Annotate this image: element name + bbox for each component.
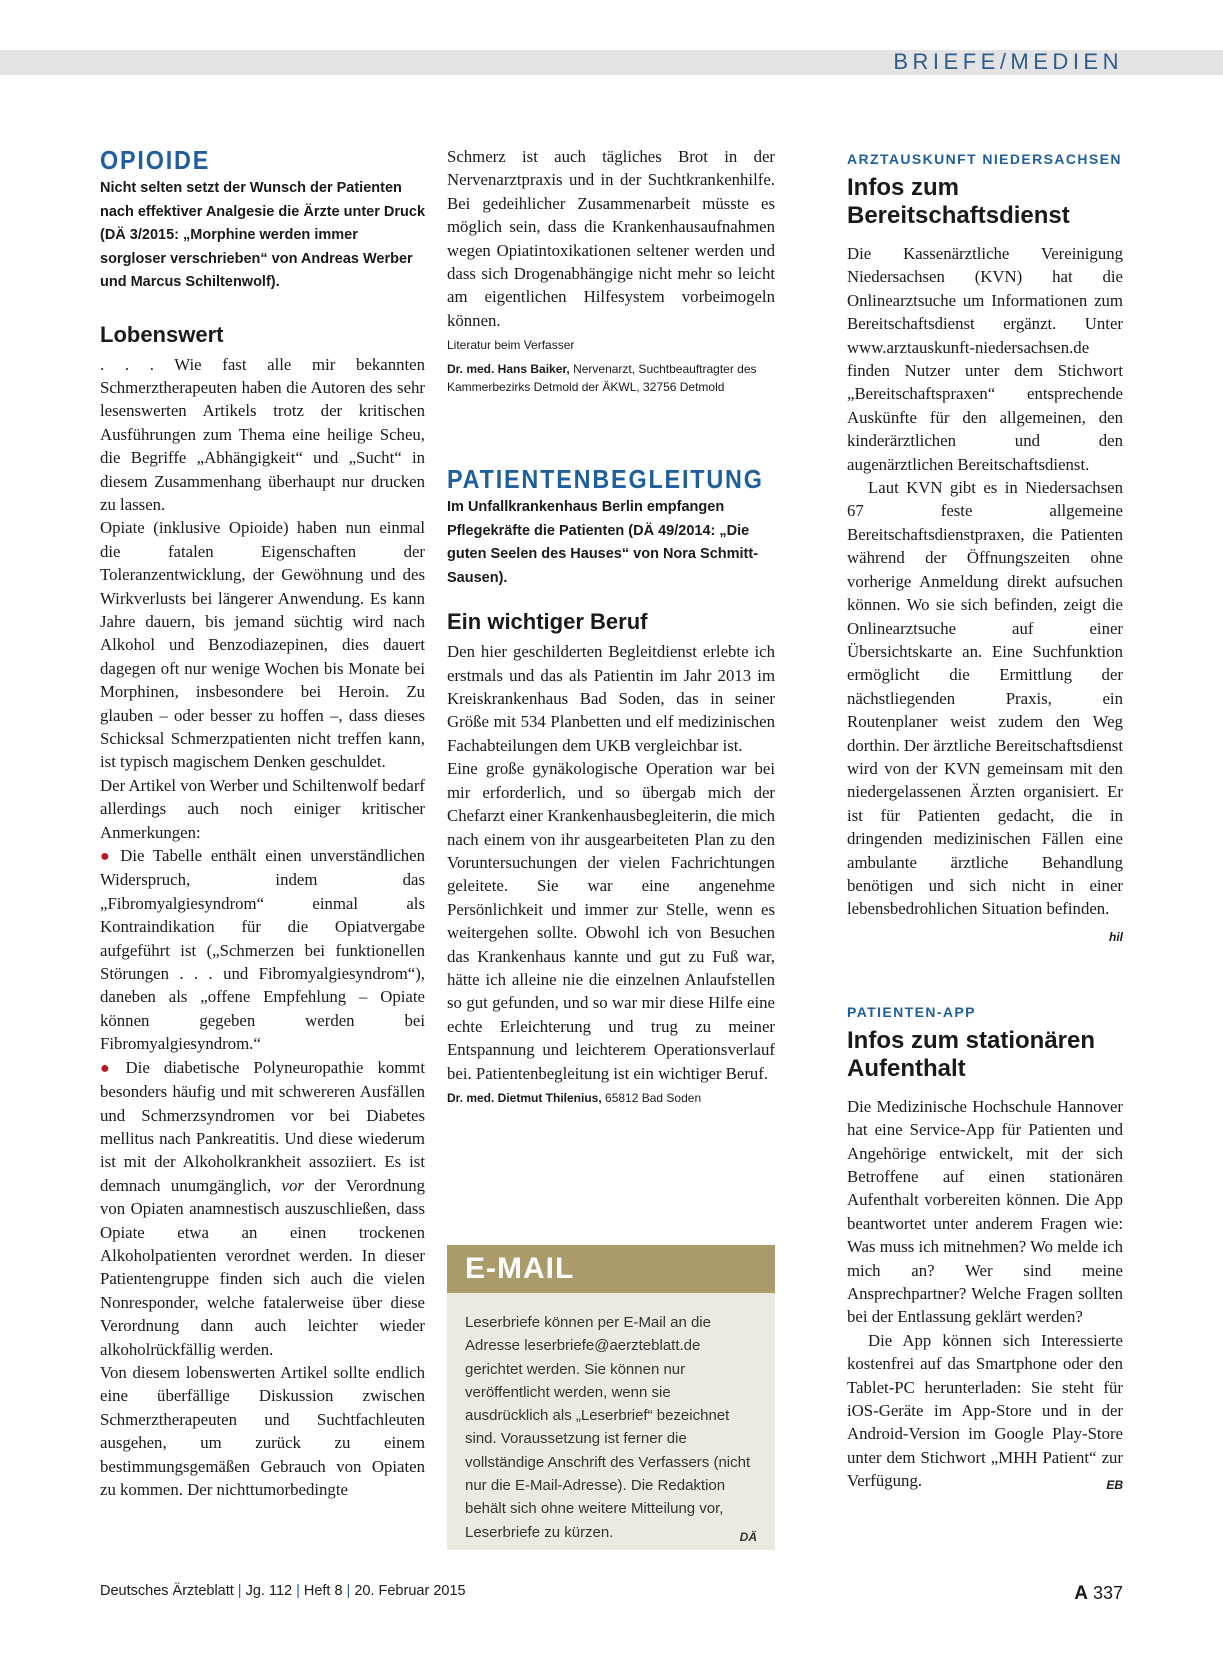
- letter-lobenswert: [100, 353, 425, 1502]
- paragraph: Eine große gynäkologische Operation war bei mir erforderlich, und so übergab mich der Chefarzt einer Krankenhausbegleiterin, die mich nach einem von ihr ausgearbeiteten Plan zu den Voruntersuchungen der vielen Fachrichtungen geleitete. Sie war eine angenehme Persönlichkeit und immer zur Stelle, wenn es weitergehen sollte. Obwohl ich von Besuchen das Krankenhaus kannte und gut zu Fuß war, hätte ich alleine nie die einzelnen Anlaufstellen so gut gefunden, und so war mir diese Hilfe eine echte Erleichterung und trug zu meiner Entspannung und leichterem Operationsverlauf bei. Patientenbegleitung ist ein wichtiger Beruf.: [447, 759, 775, 1083]
- bullet-icon: ●: [100, 1059, 120, 1077]
- bullet-text: Die diabetische Polyneuropathie kommt besonders häufig und mit schwereren Ausfällen und Schmerzsyndromen vor bei Diabetes mellitus nach Pankreatitis. Und diese wiederum ist mit der Alkoholkrankheit assoziiert. Es ist demnach unumgänglich,: [100, 1057, 425, 1195]
- article-bereitschaftsdienst: [847, 242, 1123, 944]
- author-info: Nervenarzt, Suchtbeauftragter des Kammerbezirks Detmold der ÄKWL, 32756 Detmold: [447, 362, 757, 395]
- paragraph-text: Laut KVN gibt es in Niedersachsen 67 feste allgemeine Bereitschaftsdienstpraxen, die Patienten während der Öffnungszeiten ohne vorherige Anmeldung direkt aufsuchen können. Wo sie sich befinden, zeigt die Onlinearztsuche auf einer Übersichtskarte an. Eine Suchfunktion ermöglicht die Ermittlung der nächstliegenden Praxis, ein Routenplaner weist zudem den Weg dorthin. Der ärztliche Bereitschaftsdienst wird von der KVN gemeinsam mit den niedergelassenen Ärzten organisiert. Er ist für Patienten gedacht, die in dringenden medizinischen Fällen eine ambulante ärztliche Behandlung benötigen und sich nicht in einer lebensbedrohlichen Situation befinden.: [847, 478, 1123, 919]
- author-name: Dr. med. Dietmut Thilenius,: [447, 1090, 602, 1105]
- paragraph: Die Medizinische Hochschule Hannover hat eine Service-App für Patienten und Angehörige entwickelt, mit der sich Betroffene auf einen stationären Aufenthalt vorbereiten können. Die App beantwortet unter anderem Fragen wie: Was muss ich mitnehmen? Wo melde ich mich an? Wer sind meine Ansprechpartner? Welche Fragen sollten bei der Entlassung geklärt werden?: [847, 1096, 1123, 1327]
- author-line: [447, 360, 775, 396]
- emphasis: vor: [281, 1175, 304, 1195]
- kicker-arztauskunft: ARZTAUSKUNFT NIEDERSACHSEN: [847, 151, 1122, 167]
- headline-bereitschaftsdienst: Infos zum Bereitschaftsdienst: [847, 174, 1070, 229]
- separator: |: [296, 1583, 300, 1599]
- paragraph: Den hier geschilderten Begleitdienst erlebte ich erstmals und das als Patientin im Jahr 2013 im Kreiskrankenhaus Bad Soden, das in seiner Größe mit 534 Planbetten und elf medizinischen Fachabteilungen dem UKB vergleichbar ist.: [447, 642, 775, 755]
- email-text: Leserbriefe können per E-Mail an die Adresse leserbriefe@aerzteblatt.de gerichtet werden. Sie können nur veröffentlicht werden, wenn sie ausdrücklich als „Leserbrief“ bezeichnet sind. Voraussetzung ist ferner die vollständige Anschrift des Verfassers (nicht nur die E-Mail-Adresse). Die Redaktion behält sich ohne weitere Mitteilung vor, Leserbriefe zu kürzen.: [465, 1314, 751, 1541]
- bullet-text: der Verordnung von Opiaten anamnestisch auszuschließen, dass Opiate etwa an einen trockenen Alkoholpatienten verordnet werden. In dieser Patientengruppe finden sich auch die vielen Nonresponder, welche fatalerweise über diese Verordnung dann auch leichter wieder alkoholrückfällig werden.: [100, 1175, 425, 1359]
- column-3: [847, 150, 1123, 1498]
- bullet-item: [100, 1056, 425, 1361]
- topic-opioide: OPIOIDE: [100, 145, 211, 175]
- signature: hil: [1109, 929, 1123, 944]
- paragraph: [847, 1329, 1123, 1493]
- author-line: [447, 1089, 775, 1107]
- page-num: 337: [1092, 1583, 1123, 1603]
- kicker-patienten-app: PATIENTEN-APP: [847, 1003, 976, 1020]
- paragraph: Von diesem lobenswerten Artikel sollte endlich eine überfällige Diskussion zwischen Schmerztherapeuten und Suchtfachleuten ausgehen, um zurück zu einem bestimmungsgemäßen Gebrauch von Opiaten zu kommen. Der nichttumorbedingte: [100, 1362, 425, 1499]
- headline-lobenswert: Lobenswert: [100, 321, 224, 347]
- literature-note: Literatur beim Verfasser: [447, 338, 575, 353]
- separator: |: [346, 1583, 351, 1599]
- bullet-icon: ●: [100, 848, 115, 866]
- separator: |: [237, 1583, 242, 1599]
- author-info: 65812 Bad Soden: [605, 1090, 702, 1105]
- topic-patientenbegleitung: PATIENTENBEGLEITUNG: [447, 464, 764, 495]
- column-1: [100, 145, 425, 1501]
- email-info-box: [447, 1245, 775, 1550]
- signature: EB: [1106, 1478, 1123, 1493]
- email-box-title: E-MAIL: [447, 1245, 775, 1293]
- page-number: [1074, 1583, 1123, 1605]
- paragraph: Opiate (inklusive Opioide) haben nun einmal die fatalen Eigenschaften der Toleranzentwicklung, der Gewöhnung und des Wirkverlusts bei längerer Anwendung. Es kann Jahre dauern, bis jemand süchtig wird nach Alkohol und Benzodiazepinen, dies dauert dagegen oft nur wenige Wochen bis Monate bei Morphinen, insbesondere bei Heroin. Zu glauben – oder besser zu hoffen –, dass dieses Schicksal Schmerzpatienten nicht treffen kann, ist typisch magischem Denken geschuldet.: [100, 518, 425, 772]
- lead-patientenbegleitung: Im Unfallkrankenhaus Berlin empfangen Pflegekräfte die Patienten (DÄ 49/2014: „Die guten Seelen des Hauses“ von Nora Schmitt-Sausen).: [447, 499, 759, 586]
- issue: Heft 8: [303, 1583, 343, 1599]
- article-patienten-app: [847, 1095, 1123, 1493]
- paragraph: Die Kassenärztliche Vereinigung Niedersachsen (KVN) hat die Onlinearztsuche um Informationen zum Bereitschaftsdienst ergänzt. Unter www.arztauskunft-niedersachsen.de finden Nutzer unter dem Stichwort „Bereitschaftspraxen“ entsprechende Auskünfte für den allgemeinen, den kinderärztlichen und den augenärztlichen Bereitschaftsdienst.: [847, 244, 1123, 474]
- paragraph: [847, 476, 1123, 944]
- headline-beruf: Ein wichtiger Beruf: [447, 609, 648, 635]
- date: 20. Februar 2015: [354, 1583, 466, 1599]
- paragraph-text: Die App können sich Interessierte kostenfrei auf das Smartphone oder den Tablet-PC herunterladen: Sie steht für iOS-Geräte im App-Store und in der Android-Version im Google Play-Store unter dem Stichwort „MHH Patient“ zur Verfügung.: [847, 1330, 1123, 1491]
- letter-beruf: [447, 640, 775, 1085]
- column-2: [447, 145, 775, 1107]
- paragraph: . . . Wie fast alle mir bekannten Schmerztherapeuten haben die Autoren des sehr lesenswerten Artikels trotz der kritischen Ausführungen zum Thema eine heilige Scheu, die Begriffe „Abhängigkeit“ und „Sucht“ in diesem Zusammenhang überhaupt nur drucken zu lassen.: [100, 354, 425, 514]
- page-prefix: A: [1074, 1583, 1088, 1604]
- volume: Jg. 112: [245, 1583, 293, 1599]
- signature: DÄ: [739, 1529, 757, 1544]
- journal-name: Deutsches Ärzteblatt: [100, 1583, 234, 1599]
- bullet-text: Die Tabelle enthält einen unverständlichen Widerspruch, indem das „Fibromyalgiesyndrom“ einmal als Kontraindikation für die Opiatvergabe aufgeführt ist („Schmerzen bei funktionellen Störungen . . . und Fibromyalgiesyndrom“), daneben als „offene Empfehlung – Opiate können gegeben werden bei Fibromyalgiesyndrom.“: [100, 846, 425, 1054]
- email-box-text: [447, 1293, 775, 1544]
- bullet-item: [100, 844, 425, 1056]
- author-name: Dr. med. Hans Baiker,: [447, 362, 570, 377]
- headline-stationaer: Infos zum stationären Aufenthalt: [847, 1026, 1096, 1082]
- paragraph: Schmerz ist auch tägliches Brot in der Nervenarztpraxis und in der Suchtkrankenhilfe. Bei gedeihlicher Zusammenarbeit müsste es möglich sein, dass die Krankenhausaufnahmen wegen Opiatintoxikationen seltener werden und dass sich Drogenabhängige nicht mehr so leicht am eigentlichen Hilfesystem vorbeimogeln können.: [447, 147, 775, 330]
- footer-citation: [100, 1583, 466, 1599]
- section-label: BRIEFE/MEDIEN: [893, 49, 1123, 74]
- letter-continuation: [447, 145, 775, 332]
- paragraph: Der Artikel von Werber und Schiltenwolf bedarf allerdings auch noch einiger kritischer Anmerkungen:: [100, 775, 425, 842]
- lead-opioide: Nicht selten setzt der Wunsch der Patienten nach effektiver Analgesie die Ärzte unter Druck (DÄ 3/2015: „Morphine werden immer sorgloser verschrieben“ von Andreas Werber und Marcus Schiltenwolf).: [100, 180, 426, 290]
